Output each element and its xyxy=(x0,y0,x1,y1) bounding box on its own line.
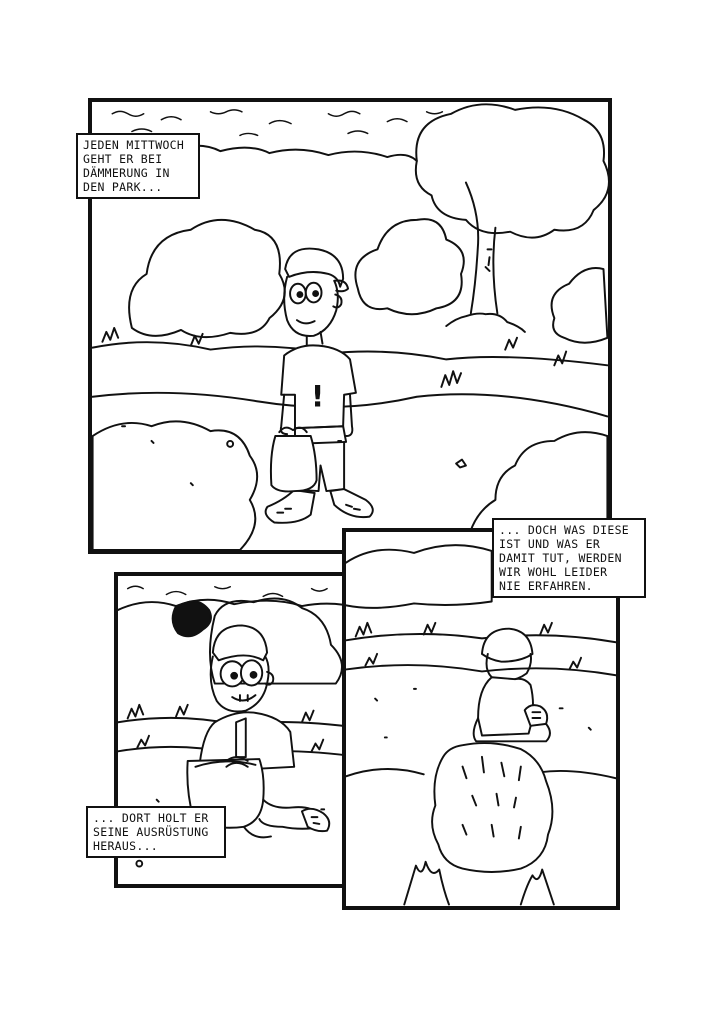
caption-panel-2 xyxy=(86,806,226,858)
caption-line: DAMIT TUT, WERDEN xyxy=(499,551,622,565)
caption-line: ... DORT HOLT ER xyxy=(93,811,209,825)
caption-line: JEDEN MITTWOCH xyxy=(83,138,185,152)
caption-line: WIR WOHL LEIDER xyxy=(499,565,608,579)
shirt-mark: ! xyxy=(310,379,325,414)
caption-line: DÄMMERUNG IN xyxy=(83,166,170,180)
caption-line: GEHT ER BEI xyxy=(83,152,163,166)
caption-line: SEINE AUSRÜSTUNG xyxy=(93,825,209,839)
caption-line: NIE ERFAHREN. xyxy=(499,579,593,593)
caption-panel-3 xyxy=(492,518,646,598)
caption-line: ... DOCH WAS DIESE xyxy=(499,523,630,537)
caption-line: DEN PARK... xyxy=(83,180,163,194)
caption-panel-1 xyxy=(76,133,200,199)
caption-line: IST UND WAS ER xyxy=(499,537,601,551)
caption-line: HERAUS... xyxy=(93,839,159,853)
